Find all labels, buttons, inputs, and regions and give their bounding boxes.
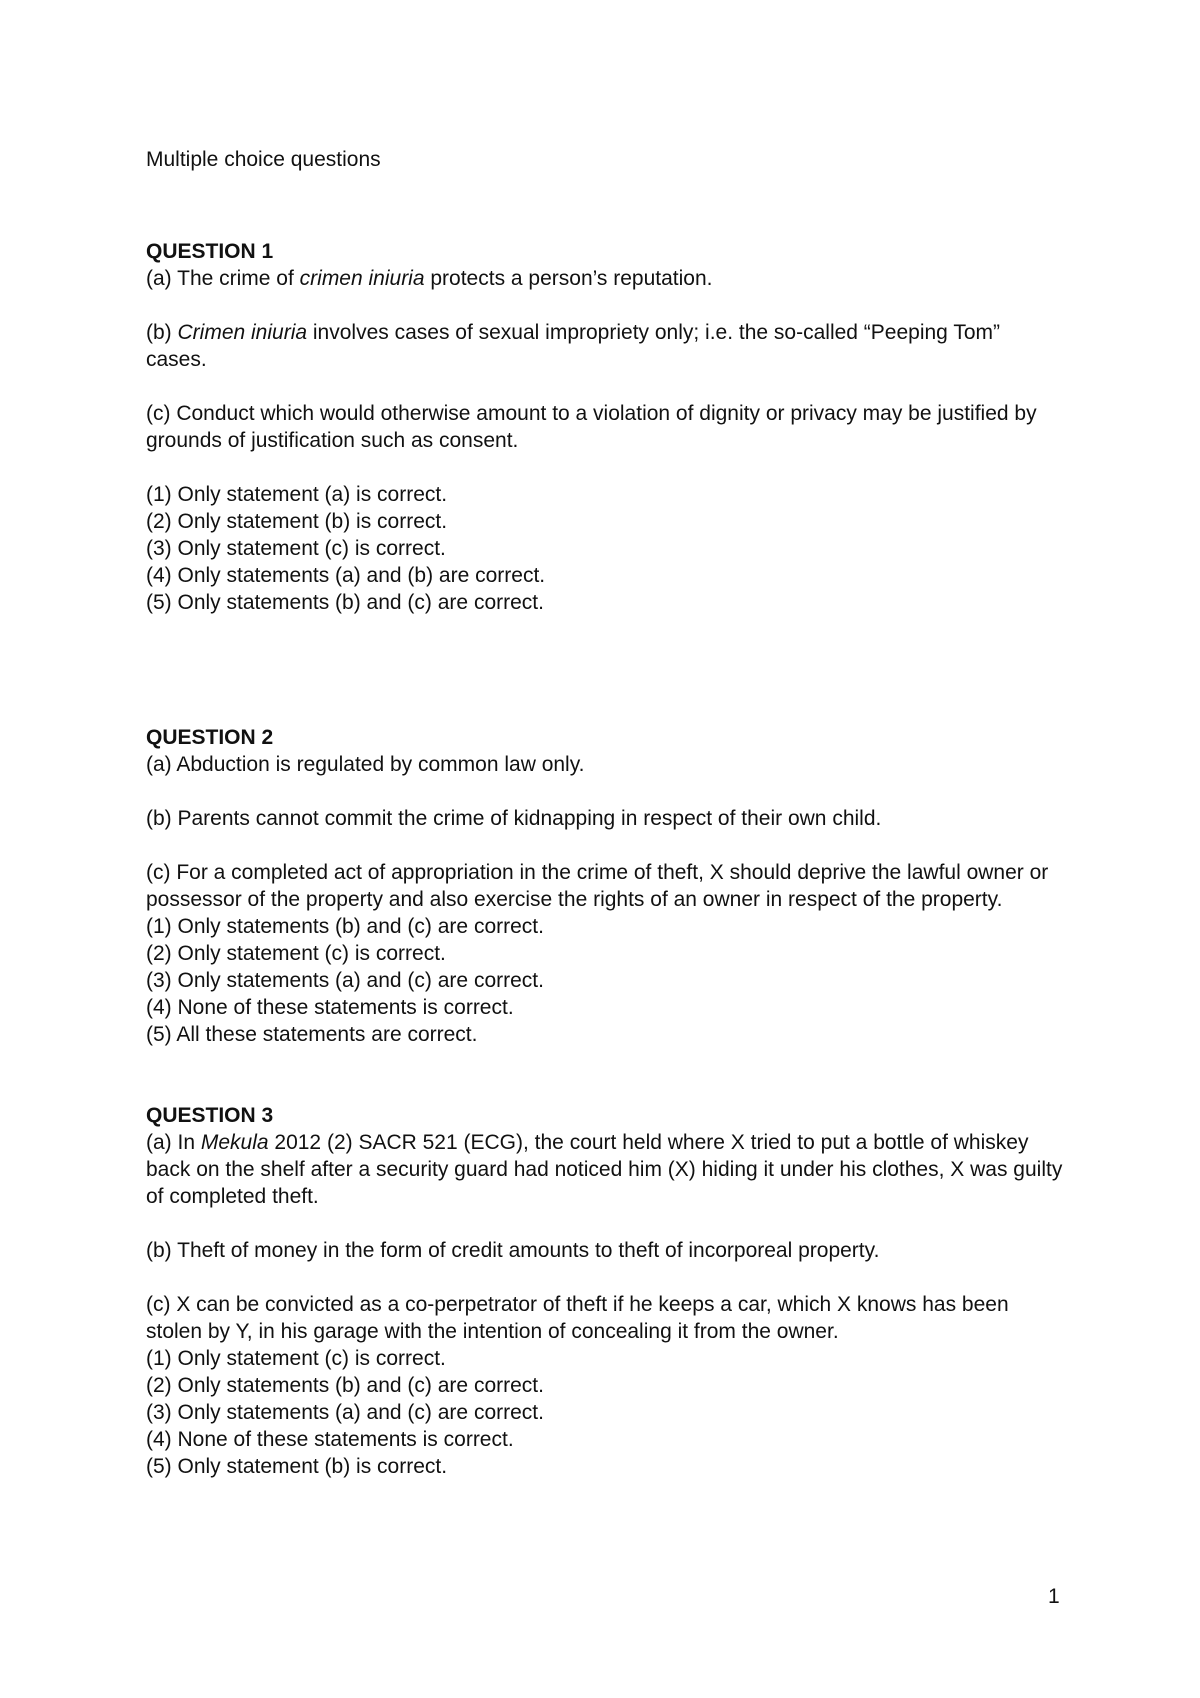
statement-a bbox=[146, 751, 1066, 778]
statement-text: (b) Theft of money in the form of credit amounts to theft of incorporeal property. bbox=[146, 1239, 880, 1262]
answer-option-5: (5) Only statement (b) is correct. bbox=[146, 1455, 448, 1478]
answer-option-3: (3) Only statements (a) and (c) are correct. bbox=[146, 969, 544, 992]
statement-text: 2012 (2) SACR 521 (ECG), the court held where X tried to put a bottle of whiskey back on the shelf after a security guard had noticed him (X) hiding it under his clothes, X was guilty of completed theft. bbox=[146, 1131, 1063, 1208]
statement-b bbox=[146, 319, 1066, 373]
statement-text: (a) Abduction is regulated by common law only. bbox=[146, 753, 585, 776]
statement-b bbox=[146, 805, 1066, 832]
statement-a bbox=[146, 1129, 1066, 1210]
page-number: 1 bbox=[1048, 1585, 1060, 1608]
question-1 bbox=[146, 238, 1066, 616]
answer-option-2: (2) Only statements (b) and (c) are correct. bbox=[146, 1374, 544, 1397]
statement-italic: Mekula bbox=[200, 1131, 269, 1154]
answer-options bbox=[146, 913, 1066, 1048]
answer-option-3: (3) Only statements (a) and (c) are correct. bbox=[146, 1401, 544, 1424]
question-heading: QUESTION 1 bbox=[146, 240, 274, 263]
document-title: Multiple choice questions bbox=[146, 148, 381, 171]
question-heading: QUESTION 2 bbox=[146, 726, 274, 749]
answer-option-1: (1) Only statement (a) is correct. bbox=[146, 483, 448, 506]
question-heading: QUESTION 3 bbox=[146, 1104, 274, 1127]
statement-a bbox=[146, 265, 1066, 292]
question-2 bbox=[146, 724, 1066, 1048]
statement-italic: crimen iniuria bbox=[299, 267, 425, 290]
statement-text: (b) Parents cannot commit the crime of kidnapping in respect of their own child. bbox=[146, 807, 882, 830]
statement-text: (a) The crime of bbox=[146, 267, 300, 290]
statement-text: (b) bbox=[146, 321, 178, 344]
answer-option-2: (2) Only statement (c) is correct. bbox=[146, 942, 446, 965]
statement-text: protects a person’s reputation. bbox=[424, 267, 713, 290]
statement-italic: Crimen iniuria bbox=[177, 321, 308, 344]
answer-option-4: (4) None of these statements is correct. bbox=[146, 996, 514, 1019]
statement-text: (c) X can be convicted as a co-perpetrator of theft if he keeps a car, which X knows has been stolen by Y, in his garage with the intention of concealing it from the owner. bbox=[146, 1293, 1009, 1343]
statement-text: (c) Conduct which would otherwise amount to a violation of dignity or privacy may be justified by grounds of justification such as consent. bbox=[146, 402, 1037, 452]
answer-options bbox=[146, 1345, 1066, 1480]
answer-option-3: (3) Only statement (c) is correct. bbox=[146, 537, 446, 560]
answer-option-4: (4) Only statements (a) and (b) are correct. bbox=[146, 564, 546, 587]
answer-option-4: (4) None of these statements is correct. bbox=[146, 1428, 514, 1451]
answer-options bbox=[146, 481, 1066, 616]
statement-b bbox=[146, 1237, 1066, 1264]
answer-option-5: (5) All these statements are correct. bbox=[146, 1023, 478, 1046]
document-content bbox=[146, 146, 1066, 1480]
statement-c bbox=[146, 400, 1066, 454]
answer-option-2: (2) Only statement (b) is correct. bbox=[146, 510, 448, 533]
statement-c bbox=[146, 859, 1066, 913]
statement-text: involves cases of sexual impropriety only; i.e. the so-called “Peeping Tom” cases. bbox=[146, 321, 1000, 371]
answer-option-1: (1) Only statements (b) and (c) are correct. bbox=[146, 915, 544, 938]
answer-option-5: (5) Only statements (b) and (c) are correct. bbox=[146, 591, 544, 614]
question-3 bbox=[146, 1102, 1066, 1480]
answer-option-1: (1) Only statement (c) is correct. bbox=[146, 1347, 446, 1370]
statement-text: (a) In bbox=[146, 1131, 201, 1154]
statement-c bbox=[146, 1291, 1066, 1345]
statement-text: (c) For a completed act of appropriation in the crime of theft, X should deprive the lawful owner or possessor of the property and also exercise the rights of an owner in respect of the property. bbox=[146, 861, 1049, 911]
